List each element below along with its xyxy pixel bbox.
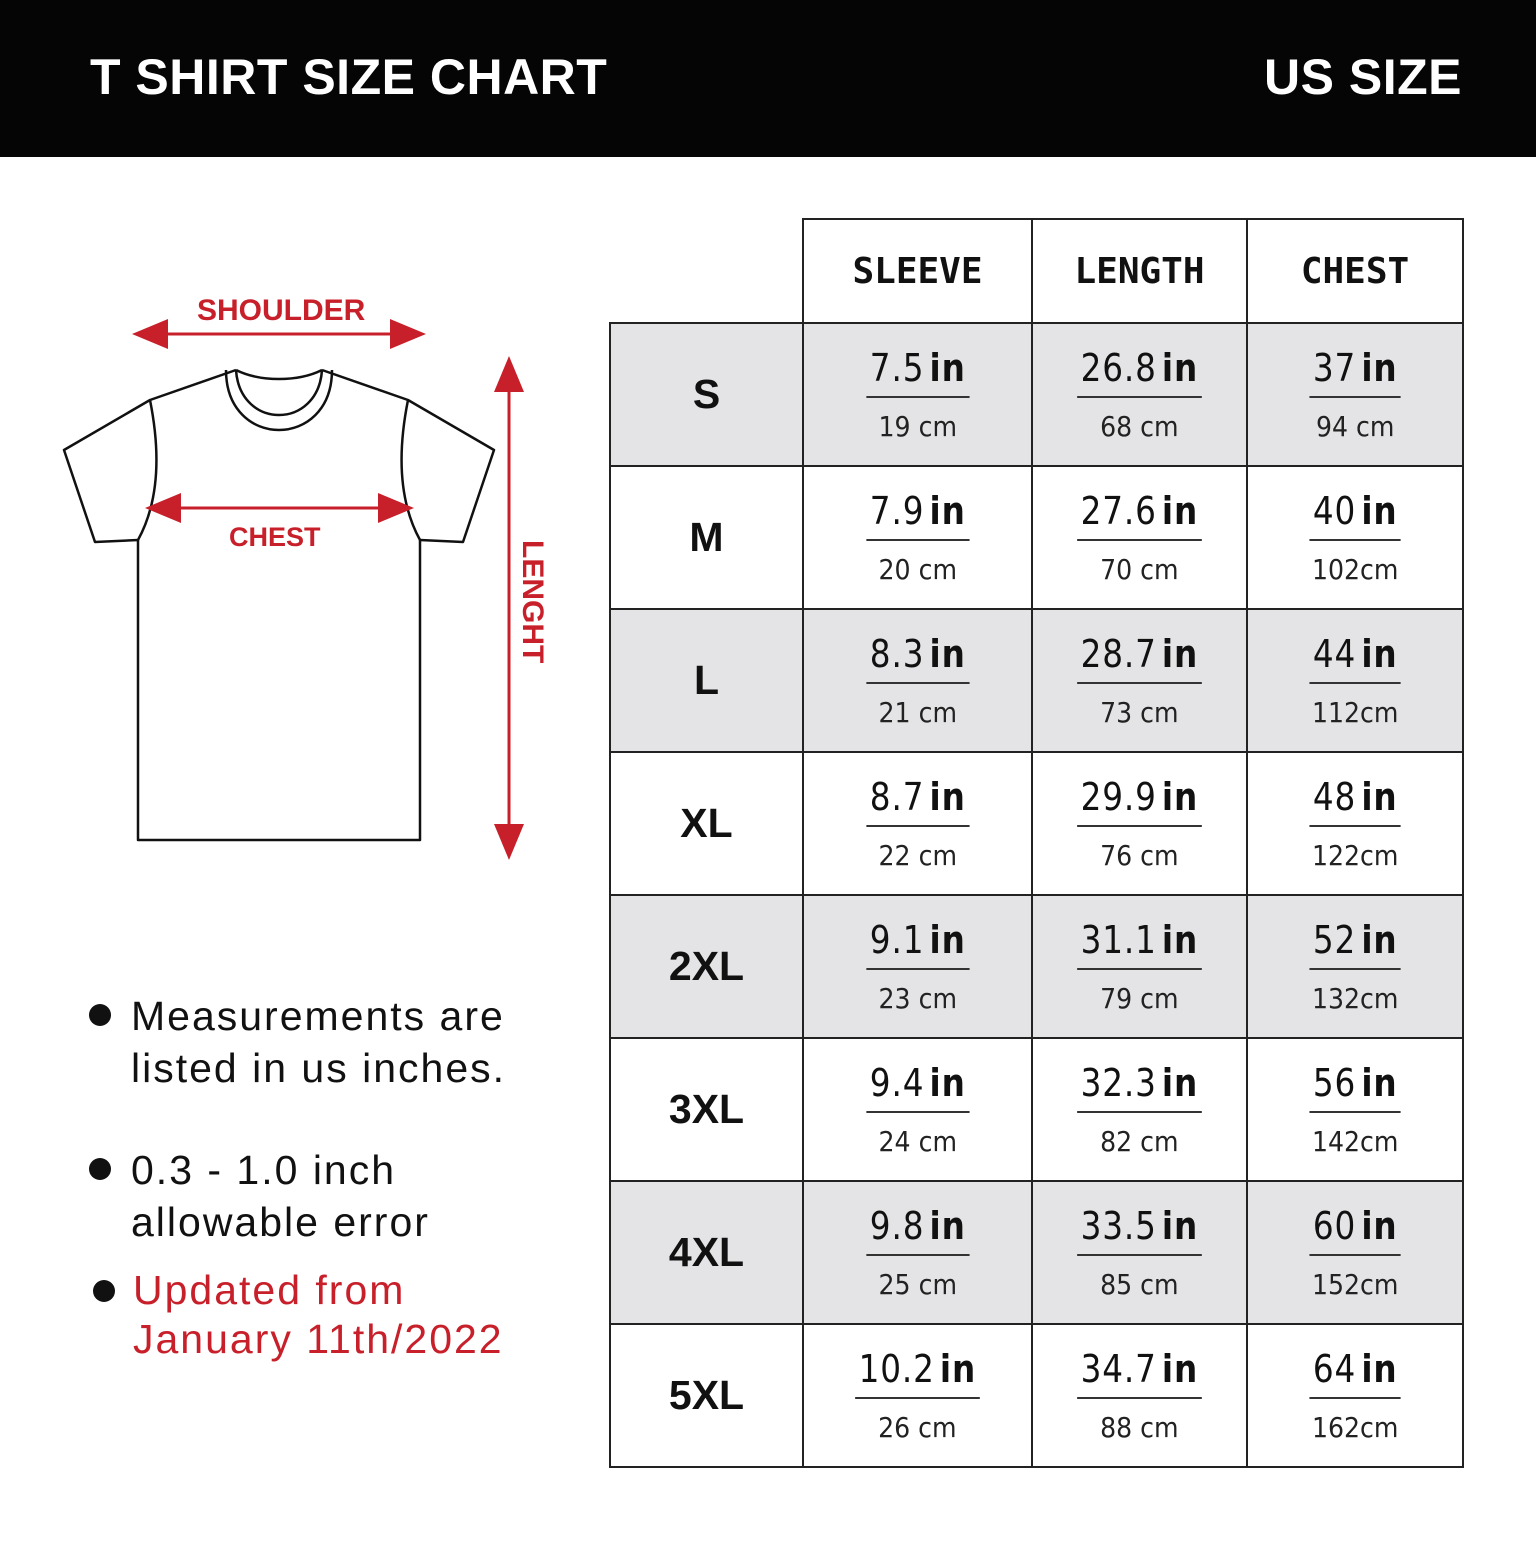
table-row [610, 609, 1463, 752]
inch-unit: in [929, 346, 966, 390]
size-label: XL [610, 752, 803, 895]
length-cm-value: 85 cm [1100, 1268, 1179, 1301]
table-row [610, 1181, 1463, 1324]
chest-inches [1309, 346, 1401, 398]
chest-cell [1247, 609, 1463, 752]
sleeve-inch-value: 8.7 [869, 775, 925, 819]
sleeve-inches [866, 1061, 969, 1113]
sleeve-cell [803, 1038, 1032, 1181]
sleeve-cm-value: 25 cm [878, 1268, 957, 1301]
inch-unit: in [929, 632, 966, 676]
sleeve-inches [866, 775, 969, 827]
size-label: S [610, 323, 803, 466]
inch-unit: in [1162, 1061, 1199, 1105]
header-bar [0, 0, 1536, 157]
length-inches [1077, 1061, 1201, 1113]
page-title: T SHIRT SIZE CHART [90, 49, 608, 105]
chest-label: CHEST [229, 522, 321, 552]
length-cm-value: 82 cm [1100, 1125, 1179, 1158]
tshirt-illustration [0, 160, 600, 880]
inch-unit: in [940, 1347, 977, 1391]
length-inches [1077, 1204, 1201, 1256]
sleeve-cell [803, 752, 1032, 895]
sleeve-cm-value: 19 cm [878, 410, 957, 443]
inch-unit: in [1361, 489, 1398, 533]
table-row [610, 1038, 1463, 1181]
note-item [85, 990, 555, 1094]
chest-inch-value: 56 [1312, 1061, 1356, 1105]
length-cm-value: 76 cm [1100, 839, 1179, 872]
sleeve-inch-value: 10.2 [858, 1347, 935, 1391]
chest-cell [1247, 1181, 1463, 1324]
inch-unit: in [929, 489, 966, 533]
chest-cell [1247, 466, 1463, 609]
collar-top [236, 370, 322, 379]
chest-cell [1247, 1324, 1463, 1467]
sleeve-inch-value: 9.4 [869, 1061, 925, 1105]
chest-inches [1309, 489, 1401, 541]
tshirt-diagram [0, 160, 600, 880]
table-row [610, 895, 1463, 1038]
sleeve-cm-value: 21 cm [878, 696, 957, 729]
chest-inches [1309, 1347, 1401, 1399]
chest-cell [1247, 752, 1463, 895]
size-label: 3XL [610, 1038, 803, 1181]
bullet-icon [89, 1004, 111, 1026]
length-inch-value: 27.6 [1080, 489, 1157, 533]
inch-unit: in [929, 1061, 966, 1105]
length-cell [1032, 466, 1247, 609]
chest-cm-value: 102cm [1311, 553, 1399, 586]
sleeve-inches [866, 346, 969, 398]
length-inches [1077, 1347, 1201, 1399]
sleeve-cm-value: 24 cm [878, 1125, 957, 1158]
inch-unit: in [1162, 632, 1199, 676]
shoulder-label: SHOULDER [197, 294, 366, 327]
sleeve-cm-value: 20 cm [878, 553, 957, 586]
bullet-icon [93, 1280, 115, 1302]
inch-unit: in [1162, 1347, 1199, 1391]
inch-unit: in [1361, 918, 1398, 962]
sleeve-inch-value: 9.1 [869, 918, 925, 962]
inch-unit: in [1361, 346, 1398, 390]
inch-unit: in [1361, 1347, 1398, 1391]
inch-unit: in [929, 775, 966, 819]
inch-unit: in [1361, 1061, 1398, 1105]
chest-inches [1309, 1061, 1401, 1113]
length-inch-value: 33.5 [1080, 1204, 1157, 1248]
length-inches [1077, 775, 1201, 827]
sleeve-inch-value: 7.5 [869, 346, 925, 390]
length-cell [1032, 1181, 1247, 1324]
size-label: 4XL [610, 1181, 803, 1324]
note-text: 0.3 - 1.0 inch allowable error [131, 1147, 430, 1245]
note-item-updated [85, 1266, 555, 1364]
sleeve-cell [803, 609, 1032, 752]
size-label: L [610, 609, 803, 752]
column-header-sleeve: SLEEVE [803, 219, 1032, 323]
chest-inch-value: 48 [1312, 775, 1356, 819]
length-cell [1032, 1324, 1247, 1467]
length-cell [1032, 1038, 1247, 1181]
sleeve-inches [866, 632, 969, 684]
inch-unit: in [929, 918, 966, 962]
table-row [610, 466, 1463, 609]
chest-inches [1309, 1204, 1401, 1256]
table-row [610, 752, 1463, 895]
inch-unit: in [1162, 775, 1199, 819]
length-label: LENGHT [516, 540, 549, 664]
size-table [609, 218, 1464, 1468]
sleeve-inches [866, 918, 969, 970]
sleeve-inch-value: 9.8 [869, 1204, 925, 1248]
chest-cm-value: 94 cm [1315, 410, 1395, 443]
length-inch-value: 34.7 [1080, 1347, 1157, 1391]
chest-cm-value: 132cm [1311, 982, 1399, 1015]
sleeve-cm-value: 22 cm [878, 839, 957, 872]
inch-unit: in [1162, 918, 1199, 962]
sleeve-cell [803, 1324, 1032, 1467]
column-header-chest: CHEST [1247, 219, 1463, 323]
inch-unit: in [1162, 1204, 1199, 1248]
chest-cell [1247, 1038, 1463, 1181]
sleeve-inches [855, 1347, 979, 1399]
chest-inch-value: 44 [1312, 632, 1356, 676]
length-cm-value: 73 cm [1100, 696, 1179, 729]
inch-unit: in [1361, 632, 1398, 676]
inch-unit: in [1162, 489, 1199, 533]
chest-inches [1309, 775, 1401, 827]
chest-cm-value: 142cm [1311, 1125, 1399, 1158]
sleeve-cm-value: 23 cm [878, 982, 957, 1015]
chest-inch-value: 40 [1312, 489, 1356, 533]
inch-unit: in [1162, 346, 1199, 390]
chest-cm-value: 152cm [1311, 1268, 1399, 1301]
length-inch-value: 26.8 [1080, 346, 1157, 390]
length-cm-value: 79 cm [1100, 982, 1179, 1015]
sleeve-inches [866, 1204, 969, 1256]
chest-inch-value: 64 [1312, 1347, 1356, 1391]
table-row [610, 323, 1463, 466]
chest-cell [1247, 323, 1463, 466]
length-inch-value: 28.7 [1080, 632, 1157, 676]
right-sleeve-seam [402, 400, 420, 540]
length-inches [1077, 632, 1201, 684]
note-text: Updated from January 11th/2022 [133, 1267, 504, 1362]
chest-cm-value: 122cm [1311, 839, 1399, 872]
chest-inch-value: 37 [1312, 346, 1356, 390]
length-cell [1032, 609, 1247, 752]
chest-inches [1309, 918, 1401, 970]
bullet-icon [89, 1158, 111, 1180]
length-cell [1032, 752, 1247, 895]
chest-cm-value: 162cm [1311, 1411, 1399, 1444]
length-inch-value: 32.3 [1080, 1061, 1157, 1105]
table-row [610, 1324, 1463, 1467]
left-sleeve-seam [138, 400, 156, 540]
sleeve-cell [803, 466, 1032, 609]
region-label: US SIZE [1264, 49, 1462, 105]
shirt-outline [64, 370, 494, 840]
sleeve-cm-value: 26 cm [878, 1411, 957, 1444]
collar-inner [236, 370, 322, 415]
table-corner [610, 219, 803, 323]
length-inches [1077, 918, 1201, 970]
size-label: M [610, 466, 803, 609]
chest-inch-value: 52 [1312, 918, 1356, 962]
chest-cell [1247, 895, 1463, 1038]
column-header-length: LENGTH [1032, 219, 1247, 323]
inch-unit: in [1361, 1204, 1398, 1248]
inch-unit: in [1361, 775, 1398, 819]
note-item [85, 1144, 555, 1248]
inch-unit: in [929, 1204, 966, 1248]
length-cm-value: 88 cm [1100, 1411, 1179, 1444]
chest-cm-value: 112cm [1311, 696, 1399, 729]
length-inch-value: 31.1 [1080, 918, 1157, 962]
sleeve-cell [803, 1181, 1032, 1324]
note-text: Measurements are listed in us inches. [131, 993, 507, 1091]
sleeve-inch-value: 7.9 [869, 489, 925, 533]
sleeve-cell [803, 895, 1032, 1038]
size-label: 2XL [610, 895, 803, 1038]
sleeve-inch-value: 8.3 [869, 632, 925, 676]
sleeve-inches [866, 489, 969, 541]
length-inches [1077, 346, 1201, 398]
size-label: 5XL [610, 1324, 803, 1467]
length-cm-value: 70 cm [1100, 553, 1179, 586]
length-inch-value: 29.9 [1080, 775, 1157, 819]
sleeve-cell [803, 323, 1032, 466]
length-cm-value: 68 cm [1100, 410, 1179, 443]
length-inches [1077, 489, 1201, 541]
chest-inches [1309, 632, 1401, 684]
notes-list [85, 990, 555, 1364]
chest-inch-value: 60 [1312, 1204, 1356, 1248]
length-cell [1032, 895, 1247, 1038]
length-cell [1032, 323, 1247, 466]
